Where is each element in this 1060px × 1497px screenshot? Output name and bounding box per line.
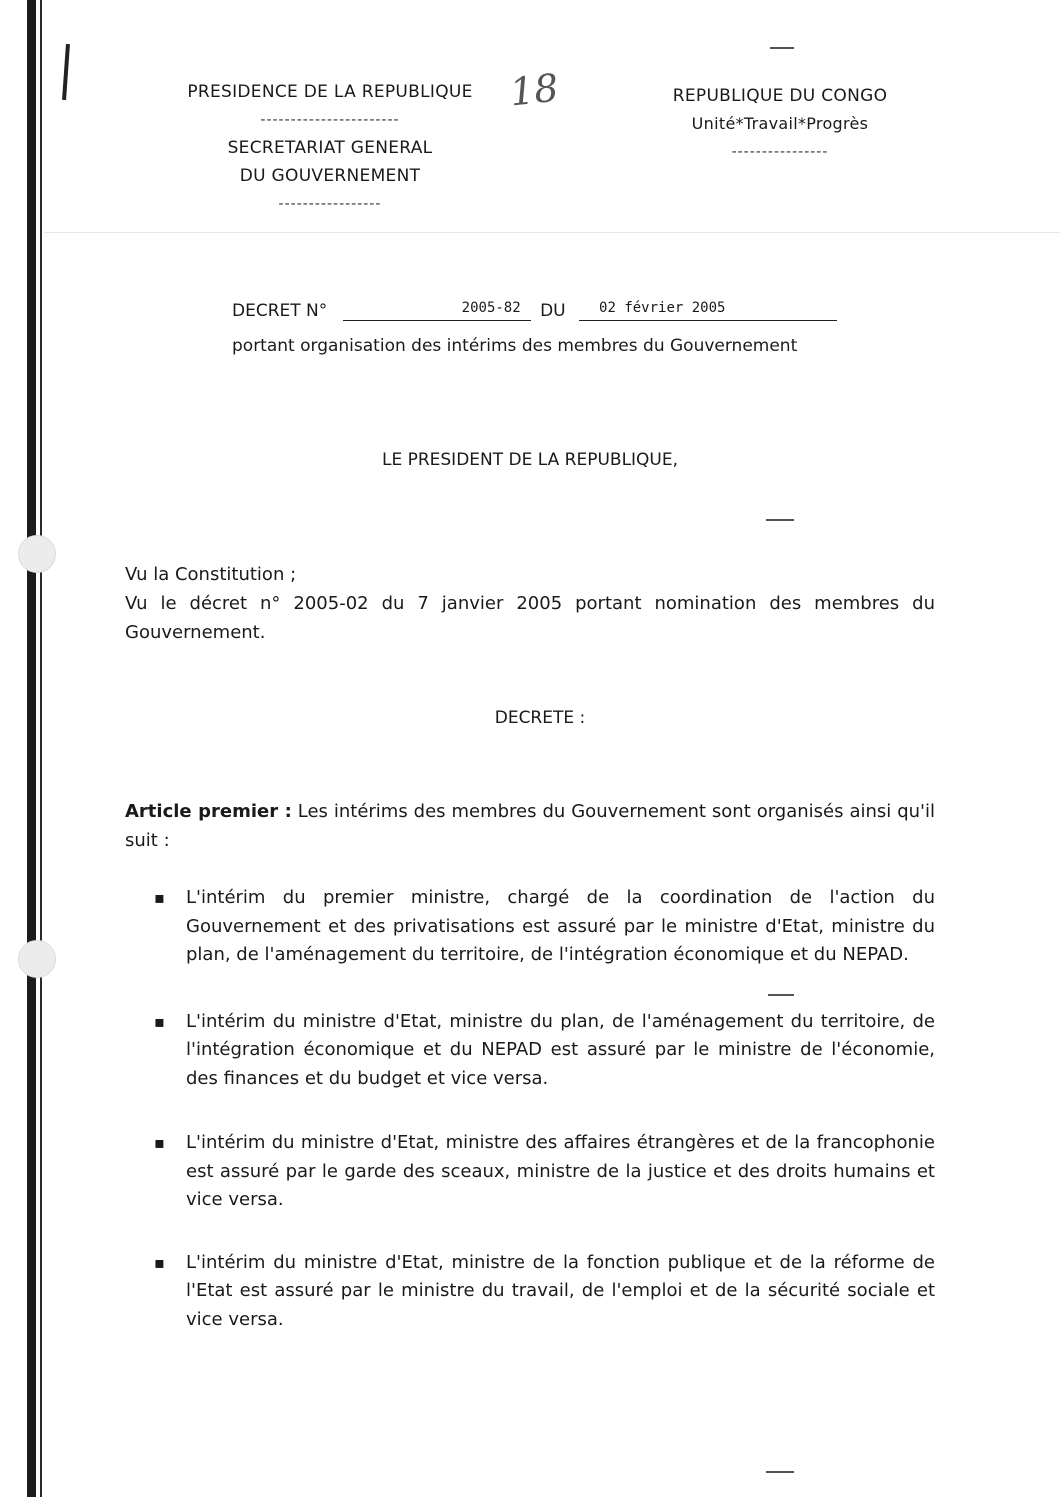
- article-text: Les intérims des membres du Gouvernement sont organisés ainsi qu'il suit :: [125, 801, 935, 851]
- scan-fold-line: [44, 232, 1060, 233]
- scan-speck: [766, 1471, 794, 1473]
- scan-edge: [27, 0, 36, 1497]
- separator-dashes: -----------------------: [260, 112, 400, 128]
- list-item: [150, 1129, 935, 1215]
- list-item-text: L'intérim du ministre d'Etat, ministre des affaires étrangères et de la francophonie est assuré par le garde des sceaux, ministre de la justice et des droits humains et vice versa.: [186, 1132, 935, 1210]
- decree-date-field: [579, 300, 837, 321]
- bullet-icon: ▪: [154, 1133, 165, 1152]
- decree-date: 02 février 2005: [599, 300, 726, 316]
- scan-edge-inner: [40, 0, 42, 1497]
- punch-hole-bottom: [18, 940, 56, 978]
- hand-mark: [62, 44, 70, 100]
- decrete-heading: DECRETE :: [494, 708, 586, 728]
- list-item: [150, 1249, 935, 1335]
- visa-decree: Vu le décret n° 2005-02 du 7 janvier 2005 portant nomination des membres du Gouvernement.: [125, 593, 935, 643]
- header-right-block: [640, 82, 920, 166]
- decree-label: DECRET N°: [232, 301, 328, 321]
- decree-number-field: [343, 300, 531, 321]
- issuer-presidence: PRESIDENCE DE LA REPUBLIQUE: [187, 82, 473, 102]
- decree-subtitle: portant organisation des intérims des membres du Gouvernement: [232, 336, 798, 356]
- decree-number: 2005-82: [461, 300, 521, 316]
- separator-dashes: -----------------: [278, 196, 382, 212]
- decree-number-line: [232, 300, 837, 321]
- visas-section: [125, 560, 935, 647]
- list-item: [150, 884, 935, 970]
- list-item-text: L'intérim du premier ministre, chargé de la coordination de l'action du Gouvernement et des privatisations est assuré par le ministre d'Etat, ministre du plan, de l'aménagement du territoire, de l'intégration économique et du NEPAD.: [186, 887, 935, 965]
- interim-list: [150, 884, 935, 1334]
- bullet-icon: ▪: [154, 1252, 165, 1272]
- separator-dashes: ----------------: [731, 144, 829, 160]
- president-heading: LE PRESIDENT DE LA REPUBLIQUE,: [381, 450, 679, 470]
- country-name: REPUBLIQUE DU CONGO: [672, 86, 888, 106]
- article-premier: [125, 797, 935, 855]
- handwritten-page-number: 18: [507, 65, 561, 115]
- list-item: [150, 1008, 935, 1094]
- visa-constitution: Vu la Constitution ;: [125, 564, 297, 585]
- bullet-icon: ▪: [154, 888, 165, 907]
- scan-speck: [770, 47, 794, 49]
- national-motto: Unité*Travail*Progrès: [691, 114, 869, 133]
- bullet-icon: ▪: [154, 1011, 165, 1031]
- header-left-block: [150, 78, 510, 218]
- list-item-text: L'intérim du ministre d'Etat, ministre de la fonction publique et de la réforme de l'Etat est assuré par le ministre du travail, de l'emploi et de la sécurité sociale et vice versa.: [186, 1251, 935, 1330]
- article-label: Article premier :: [125, 801, 292, 822]
- punch-hole-top: [18, 535, 56, 573]
- issuer-secretariat: SECRETARIAT GENERAL: [227, 138, 433, 158]
- issuer-gouvernement: DU GOUVERNEMENT: [239, 166, 421, 186]
- scan-speck: [766, 519, 794, 521]
- du-label: DU: [540, 301, 566, 321]
- list-item-text: L'intérim du ministre d'Etat, ministre du plan, de l'aménagement du territoire, de l'intégration économique et du NEPAD est assuré par le ministre de l'économie, des finances et du budget et vice versa.: [186, 1010, 935, 1089]
